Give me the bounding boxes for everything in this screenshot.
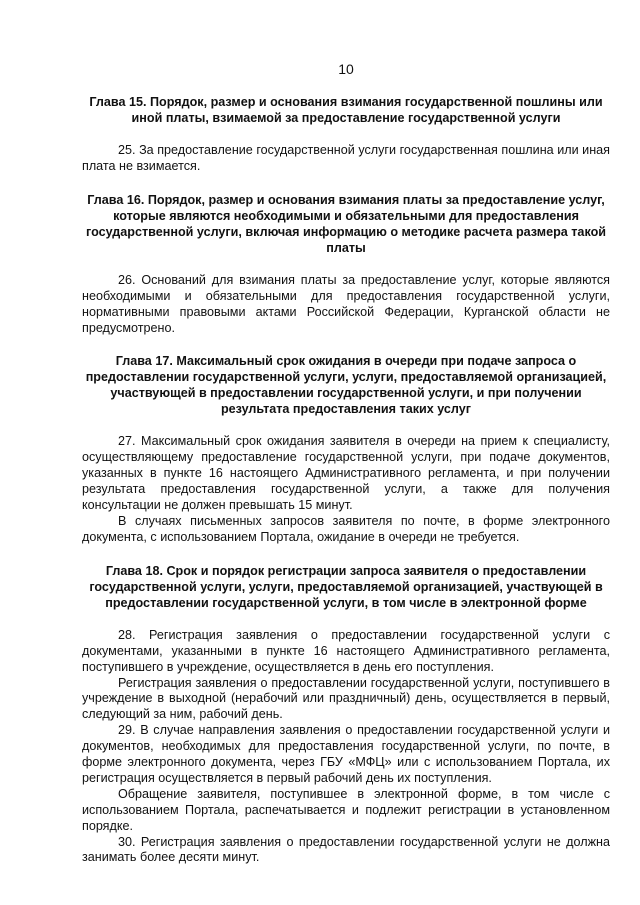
section-chapter-15 — [82, 94, 610, 175]
section-chapter-18 — [82, 563, 610, 867]
paragraph-26: 26. Оснований для взимания платы за предоставление услуг, которые являются необходимыми и обязательными для предоставления государственной услуги, нормативными правовыми актами Российской Федерации, Курганской области не предусмотрено. — [82, 272, 610, 335]
paragraph-27: 27. Максимальный срок ожидания заявителя в очереди на прием к специалисту, осуществляющему предоставление государственной услуги, при подаче документов, указанных в пункте 16 настоящего Административного регламента, и при получении результата предоставления государственной услуги, а также для получения консультации не должен превышать 15 минут. — [82, 434, 610, 513]
page-number: 10 — [338, 61, 354, 77]
chapter-18-heading: Глава 18. Срок и порядок регистрации запроса заявителя о предоставлении государственной услуги, услуги, предоставляемой организацией, участвующей в предоставлении государственной услуги, в том числе в электронной форме — [89, 563, 603, 610]
paragraph-29-electronic-appeal: Обращение заявителя, поступившее в электронной форме, в том числе с использованием Портала, распечатывается и подлежит регистрации в установленном порядке. — [82, 786, 610, 833]
paragraph-30: 30. Регистрация заявления о предоставлении государственной услуги не должна занимать более десяти минут. — [82, 834, 610, 865]
chapter-16-heading: Глава 16. Порядок, размер и основания взимания платы за предоставление услуг, которые являются необходимыми и обязательными для предоставления государственной услуги, включая информацию о методике расчета размера такой платы — [85, 192, 607, 255]
paragraph-28: 28. Регистрация заявления о предоставлении государственной услуги с документами, указанными в пункте 16 настоящего Административного регламента, поступившего в учреждение, осуществляется в день его поступления. — [82, 627, 610, 674]
chapter-17-heading: Глава 17. Максимальный срок ожидания в очереди при подаче запроса о предоставлении государственной услуги, услуги, предоставляемой организацией, участвующей в предоставлении государственной услуги, и при получении результата предоставления таких услуг — [85, 354, 607, 417]
document-body — [82, 94, 610, 866]
document-page — [82, 0, 610, 905]
section-chapter-17 — [82, 353, 610, 545]
paragraph-28-holiday-registration: Регистрация заявления о предоставлении государственной услуги, поступившего в учреждение в выходной (нерабочий или праздничный) день, осуществляется в первый, следующий за ним, рабочий день. — [82, 675, 610, 722]
chapter-15-heading: Глава 15. Порядок, размер и основания взимания государственной пошлины или иной платы, взимаемой за предоставление государственной услуги — [89, 95, 603, 125]
paragraph-27-written-requests: В случаях письменных запросов заявителя по почте, в форме электронного документа, с использованием Портала, ожидание в очереди не требуется. — [82, 513, 610, 544]
section-chapter-16 — [82, 192, 610, 337]
paragraph-29: 29. В случае направления заявления о предоставлении государственной услуги и документов, необходимых для предоставления государственной услуги, по почте, в форме электронного документа, через ГБУ «МФЦ» или с использованием Портала, их регистрация осуществляется в первый рабочий день их поступления. — [82, 723, 610, 785]
paragraph-25: 25. За предоставление государственной услуги государственная пошлина или иная плата не взимается. — [82, 143, 610, 173]
